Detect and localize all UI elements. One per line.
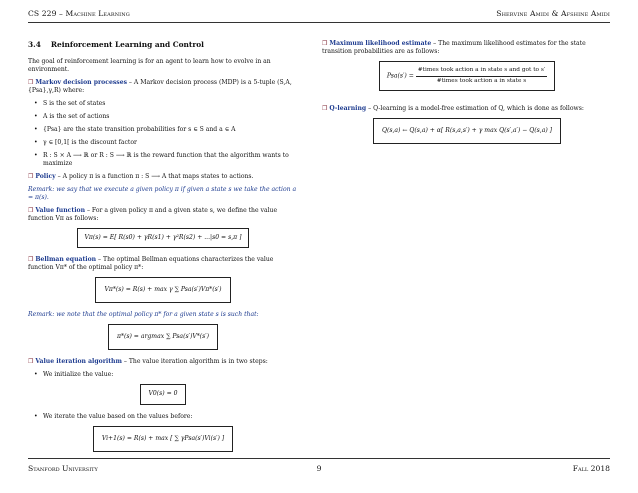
footer-university: Stanford University: [28, 464, 98, 473]
value-iteration-paragraph: [28, 358, 298, 366]
value-function-term: Value function: [35, 207, 86, 215]
bellman-term: Bellman equation: [35, 256, 97, 264]
page-number: 9: [316, 464, 322, 473]
section-number: 3.4: [28, 40, 41, 49]
list-item: • A is the set of actions: [43, 113, 298, 121]
qlearning-equation: Q(s,a) ← Q(s,a) + α[ R(s,a,s′) + γ max Q(s′,a′) − Q(s,a) ]: [373, 118, 561, 144]
left-column: [28, 40, 298, 460]
checkbox-marker-icon: ❐: [28, 173, 34, 181]
list-item: • S is the set of states: [43, 100, 298, 108]
mle-paragraph: [322, 40, 612, 56]
checkbox-marker-icon: ❐: [28, 78, 34, 86]
qlearning-term: Q-learning: [329, 105, 367, 113]
header-rule: [28, 22, 610, 23]
value-function-paragraph: [28, 207, 298, 223]
value-iteration-steps: [28, 371, 298, 379]
mle-lhs: Psa(s′) =: [386, 72, 414, 80]
mle-denominator: #times took action a in state s: [436, 77, 527, 84]
checkbox-marker-icon: ❐: [28, 358, 34, 366]
checkbox-marker-icon: ❐: [28, 256, 34, 264]
optimal-policy-equation: π*(s) = argmax ∑ Psa(s′)V*(s′): [108, 324, 218, 350]
qlearning-paragraph: [322, 105, 612, 113]
mdp-list: [28, 100, 298, 168]
value-function-text: – For a given policy π and a given state s, we define the value function Vπ as follows:: [28, 207, 278, 223]
intro-paragraph: The goal of reinforcement learning is for an agent to learn how to evolve in an environment.: [28, 57, 271, 73]
policy-text: – A policy π is a function π : S ⟶ A that maps states to actions.: [55, 173, 254, 181]
iteration-equation: Vi+1(s) = R(s) + max [ ∑ γPsa(s′)Vi(s′) ]: [93, 426, 233, 452]
iteration-equation-wrap: [28, 426, 298, 452]
bellman-paragraph: [28, 256, 298, 272]
checkbox-marker-icon: ❐: [322, 40, 328, 47]
bellman-equation-wrap: [28, 277, 298, 303]
qlearning-equation-wrap: [322, 118, 612, 144]
list-item: • γ ∈ [0,1[ is the discount factor: [43, 139, 298, 147]
mle-text: – The maximum likelihood estimates for the state transition probabilities are as follows:: [322, 40, 586, 56]
mle-fraction: [416, 67, 547, 85]
list-item: • We iterate the value based on the values before:: [43, 413, 298, 421]
list-item: • {Psa} are the state transition probabilities for s ∈ S and a ∈ A: [43, 126, 298, 134]
optimal-policy-equation-wrap: [28, 324, 298, 350]
bellman-equation: Vπ*(s) = R(s) + max γ ∑ Psa(s′)Vπ*(s′): [95, 277, 230, 303]
init-equation-wrap: [28, 384, 298, 404]
mle-numerator: #times took action a in state s and got to s′: [416, 67, 547, 77]
bellman-text: – The optimal Bellman equations characterizes the value function Vπ* of the optimal policy π*:: [28, 256, 274, 272]
policy-term: Policy: [35, 173, 56, 181]
header-course: CS 229 – Machine Learning: [28, 9, 130, 18]
checkbox-marker-icon: ❐: [28, 207, 34, 215]
policy-remark: Remark: we say that we execute a given policy π if given a state s we take the action a = π(s).: [28, 186, 297, 202]
value-iteration-text: – The value iteration algorithm is in two steps:: [121, 358, 268, 366]
section-heading: [28, 40, 298, 50]
section-title: Reinforcement Learning and Control: [50, 40, 204, 49]
mdp-text: – A Markov decision process (MDP) is a 5-tuple (S,A,{Psa},γ,R) where:: [28, 78, 292, 94]
header-authors: Shervine Amidi & Afshine Amidi: [496, 9, 610, 18]
bellman-remark: Remark: we note that the optimal policy π* for a given state s is such that:: [28, 311, 259, 319]
mdp-term: Markov decision processes: [35, 78, 127, 86]
right-column: [322, 40, 612, 152]
mle-equation: [379, 61, 555, 91]
checkbox-marker-icon: ❐: [322, 105, 328, 113]
init-equation: V0(s) = 0: [140, 384, 185, 404]
value-iteration-term: Value iteration algorithm: [35, 358, 122, 366]
value-iteration-steps-2: [28, 413, 298, 421]
qlearning-text: – Q-learning is a model-free estimation of Q, which is done as follows:: [366, 105, 584, 113]
list-item: • We initialize the value:: [43, 371, 298, 379]
footer-rule: [28, 458, 610, 459]
mdp-paragraph: [28, 79, 298, 95]
value-function-equation: Vπ(s) = E[ R(s0) + γR(s1) + γ²R(s2) + ...|s0 = s,π ]: [77, 228, 250, 248]
mle-term: Maximum likelihood estimate: [329, 40, 432, 47]
policy-paragraph: [28, 173, 298, 181]
mle-equation-wrap: [322, 61, 612, 91]
footer-term: Fall 2018: [572, 464, 610, 473]
list-item: • R : S × A ⟶ ℝ or R : S ⟶ ℝ is the reward function that the algorithm wants to maximize: [43, 152, 298, 168]
value-function-equation-wrap: [28, 228, 298, 248]
